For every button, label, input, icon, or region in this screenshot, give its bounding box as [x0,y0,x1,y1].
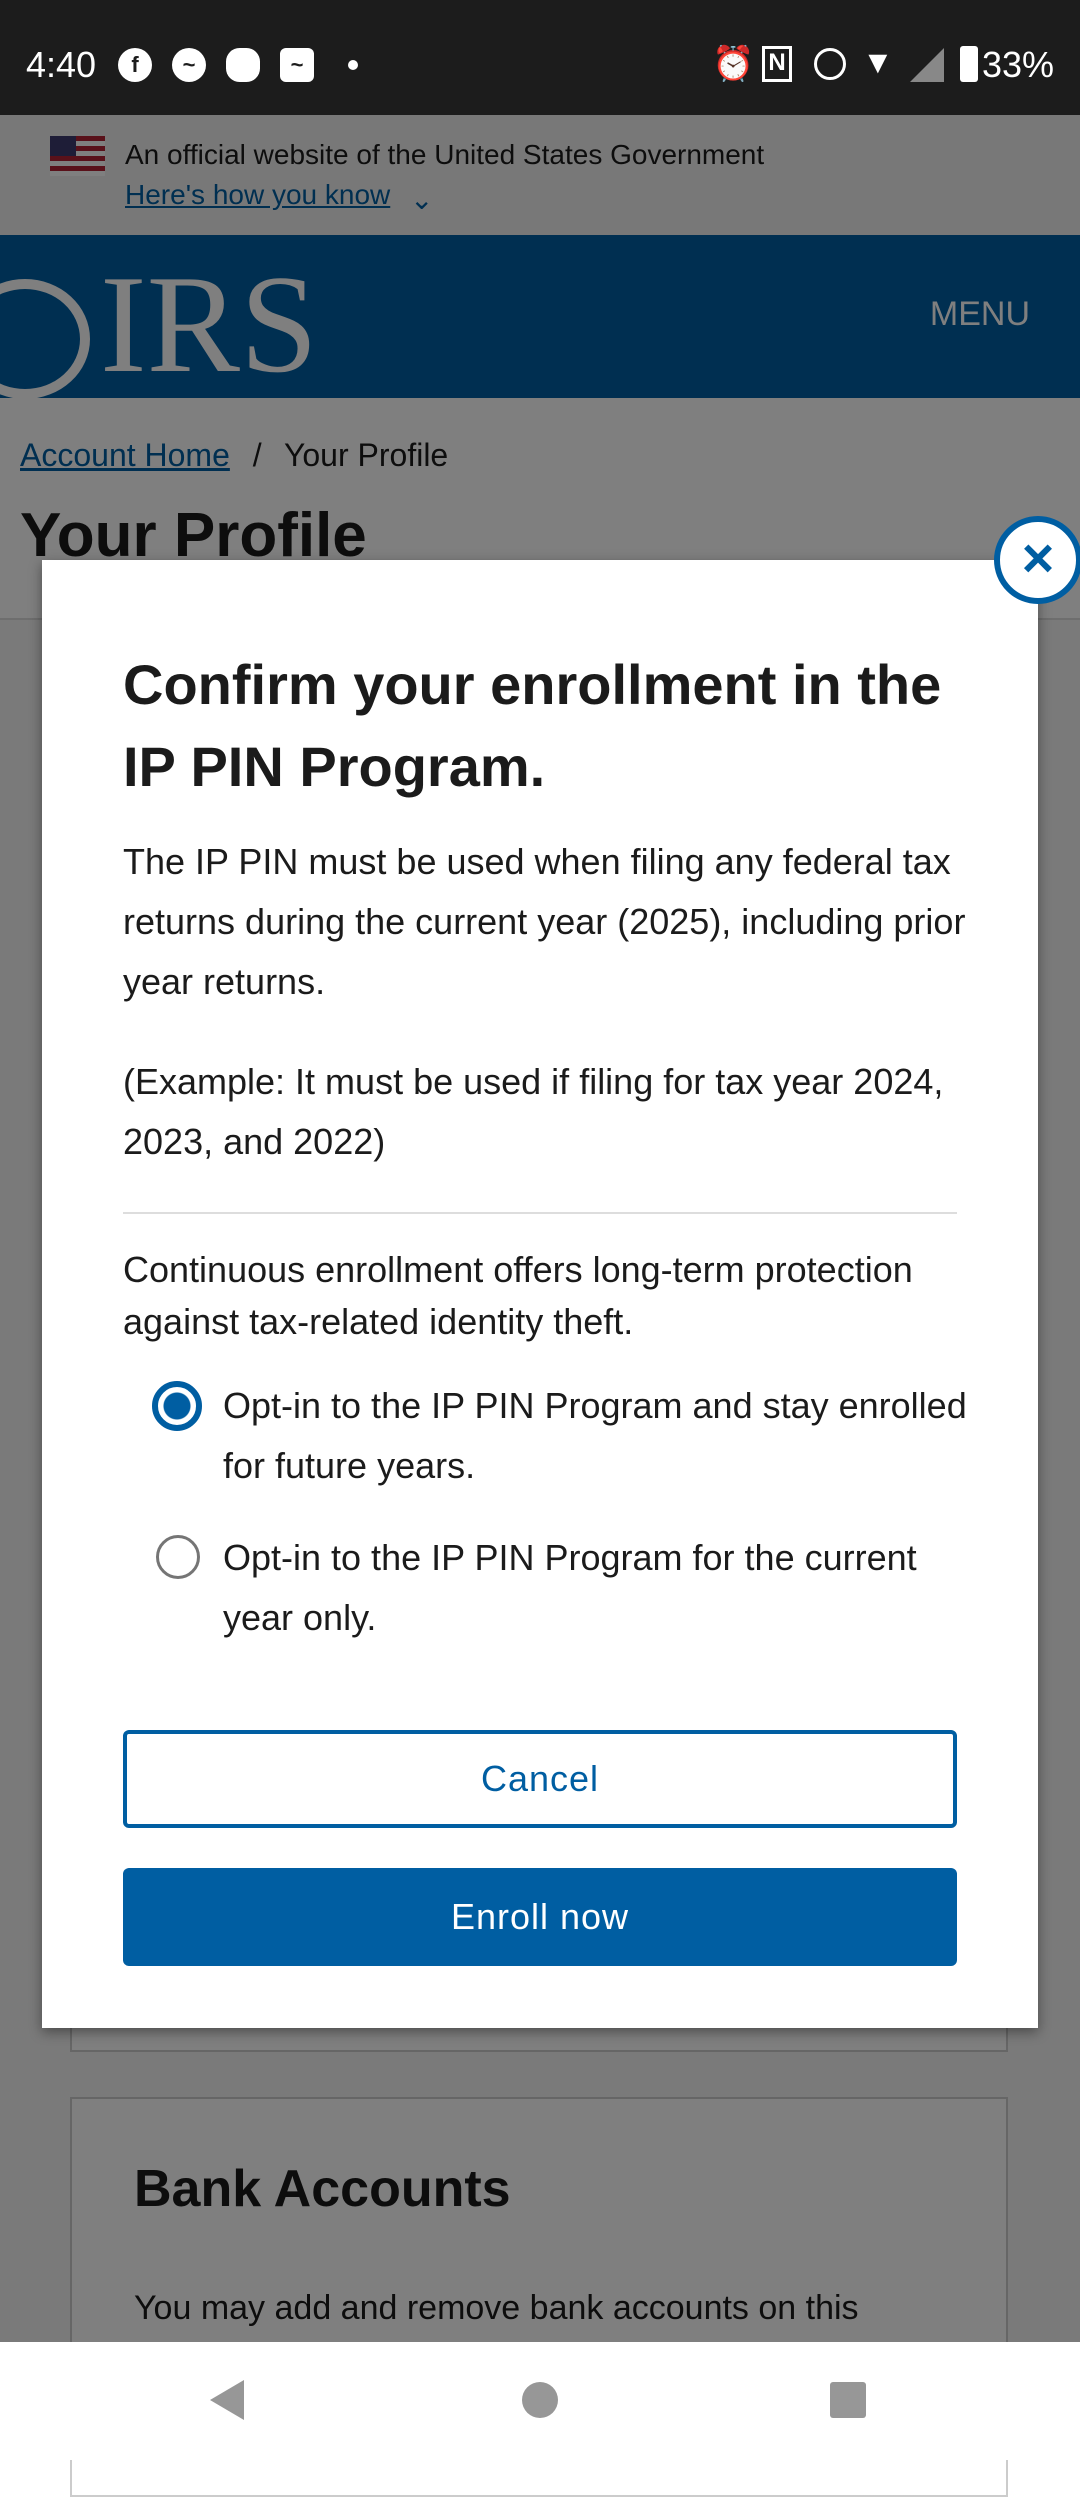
nfc-icon: N [762,46,792,82]
modal-title: Confirm your enrollment in the IP PIN Program. [123,653,942,798]
status-bar [0,0,1080,115]
chat-icon [226,48,260,82]
dnd-icon [814,48,846,80]
divider [123,1212,957,1214]
messenger-icon: ~ [172,48,206,82]
radio-current-year[interactable] [156,1535,200,1579]
enrollment-info: Continuous enrollment offers long-term protection against tax-related identity theft. [123,1249,913,1342]
app-icon: ~ [280,48,314,82]
modal-example: (Example: It must be used if filing for tax year 2024, 2023, and 2022) [123,1061,944,1162]
radio-current-year-label[interactable]: Opt-in to the IP PIN Program for the current year only. [223,1537,917,1638]
radio-continuous[interactable] [152,1381,202,1431]
facebook-icon: f [118,48,152,82]
modal-paragraph: The IP PIN must be used when filing any federal tax returns during the current year (2025), including prior year returns. [123,841,966,1002]
close-icon[interactable]: × [994,516,1080,604]
back-icon[interactable] [210,2380,244,2420]
battery-icon [960,46,978,82]
radio-continuous-label[interactable]: Opt-in to the IP PIN Program and stay enrolled for future years. [223,1385,967,1486]
alarm-icon: ⏰ [712,45,755,83]
battery-percent: 33% [982,44,1055,85]
signal-icon [910,48,944,82]
enrollment-modal [42,560,1038,2028]
dot-icon [348,60,358,70]
home-icon[interactable] [522,2382,558,2418]
wifi-icon: ▼ [862,44,894,80]
recents-icon[interactable] [830,2382,866,2418]
cancel-button[interactable]: Cancel [123,1730,957,1828]
android-nav-bar [0,2342,1080,2460]
enroll-now-button[interactable]: Enroll now [123,1868,957,1966]
clock: 4:40 [26,44,97,85]
